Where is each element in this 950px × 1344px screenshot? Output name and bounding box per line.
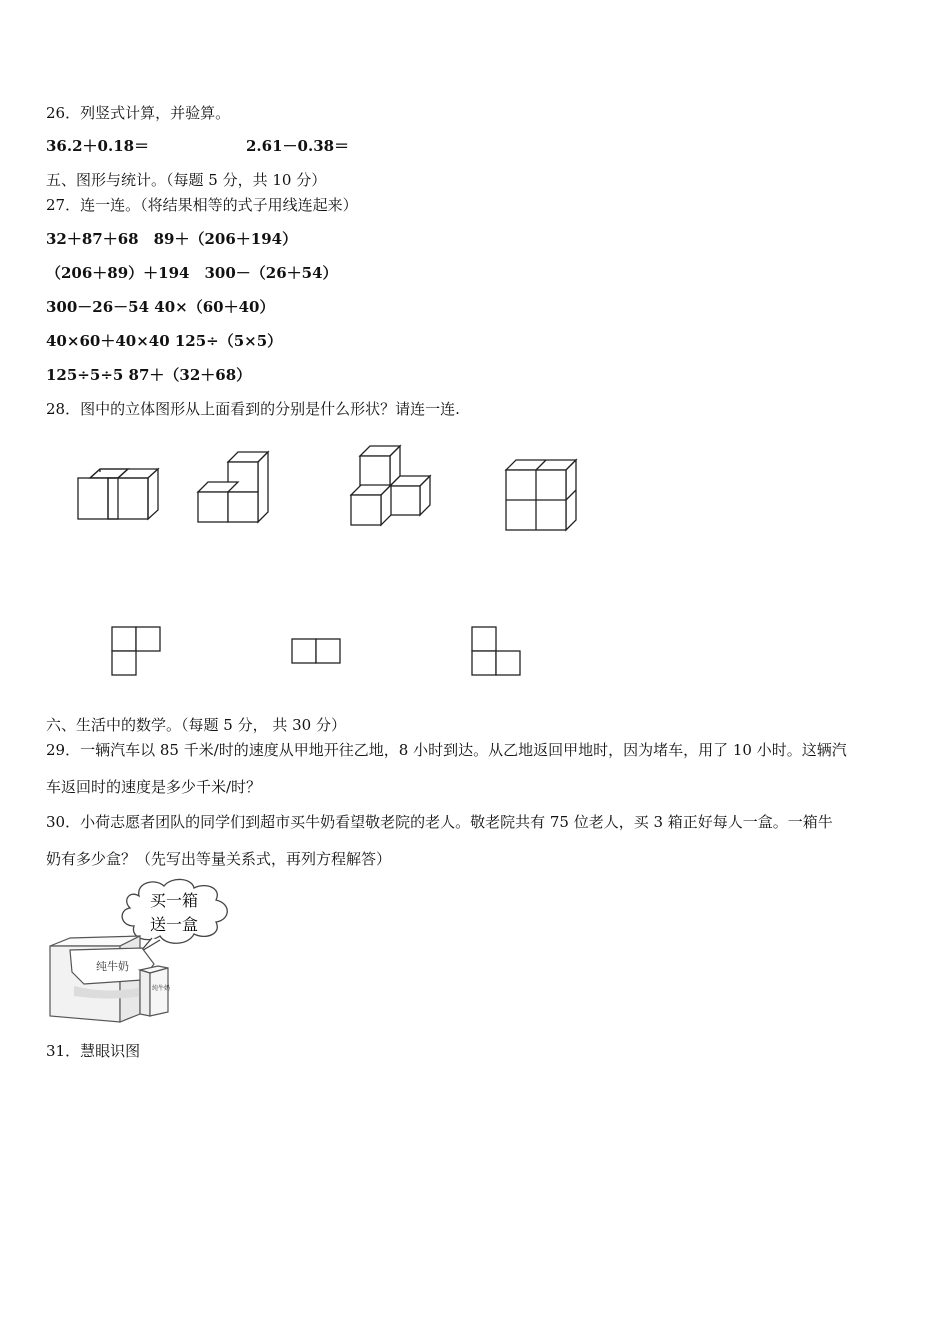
top-view-1 [112,627,160,675]
bubble-line1: 买一箱 [150,891,199,910]
solid-figure-1 [78,469,158,519]
solid-figures [60,440,600,540]
q27-row-3: 300－26－54 40×（60＋40） [46,298,275,316]
top-view-2 [292,639,340,663]
bubble-line2: 送一盒 [150,915,199,934]
q27-row-4: 40×60＋40×40 125÷（5×5） [46,332,283,350]
q27-row-2: （206＋89）＋194 300－（26＋54） [46,264,338,282]
q26-title: 26．列竖式计算，并验算。 [46,104,231,122]
milk-illustration [44,876,254,1026]
q29-line2: 车返回时的速度是多少千米/时？ [46,778,262,796]
top-view-3 [472,627,520,675]
section6-title: 六、生活中的数学。（每题 5 分， 共 30 分） [46,716,346,734]
q26-expr2: 2.61－0.38＝ [246,137,350,155]
q31-title: 31．慧眼识图 [46,1042,141,1060]
solid-figure-2 [198,452,268,522]
q27-title: 27．连一连。（将结果相等的式子用线连起来） [46,196,358,214]
top-views [100,620,540,684]
q27-row-5: 125÷5÷5 87＋（32＋68） [46,366,252,384]
solid-figure-4 [506,460,576,530]
q29-line1: 29．一辆汽车以 85 千米/时的速度从甲地开往乙地，8 小时到达。从乙地返回甲地时，因为堵车，用了 10 小时。这辆汽 [46,741,847,759]
q30-line1: 30．小荷志愿者团队的同学们到超市买牛奶看望敬老院的老人。敬老院共有 75 位老人，买 3 箱正好每人一盒。一箱牛 [46,813,833,831]
section5-title: 五、图形与统计。（每题 5 分，共 10 分） [46,171,327,189]
solid-figure-3 [351,446,430,525]
q27-row-1: 32＋87＋68 89＋（206＋194） [46,230,298,248]
carton-label: 纯牛奶 [152,985,171,992]
q30-line2: 奶有多少盒？（先写出等量关系式，再列方程解答） [46,850,392,868]
milk-carton [140,966,170,1016]
q28-title: 28．图中的立体图形从上面看到的分别是什么形状？请连一连. [46,400,460,418]
q26-expr1: 36.2＋0.18＝ [46,137,150,155]
box-label: 纯牛奶 [96,960,129,973]
milk-box [50,936,154,1022]
